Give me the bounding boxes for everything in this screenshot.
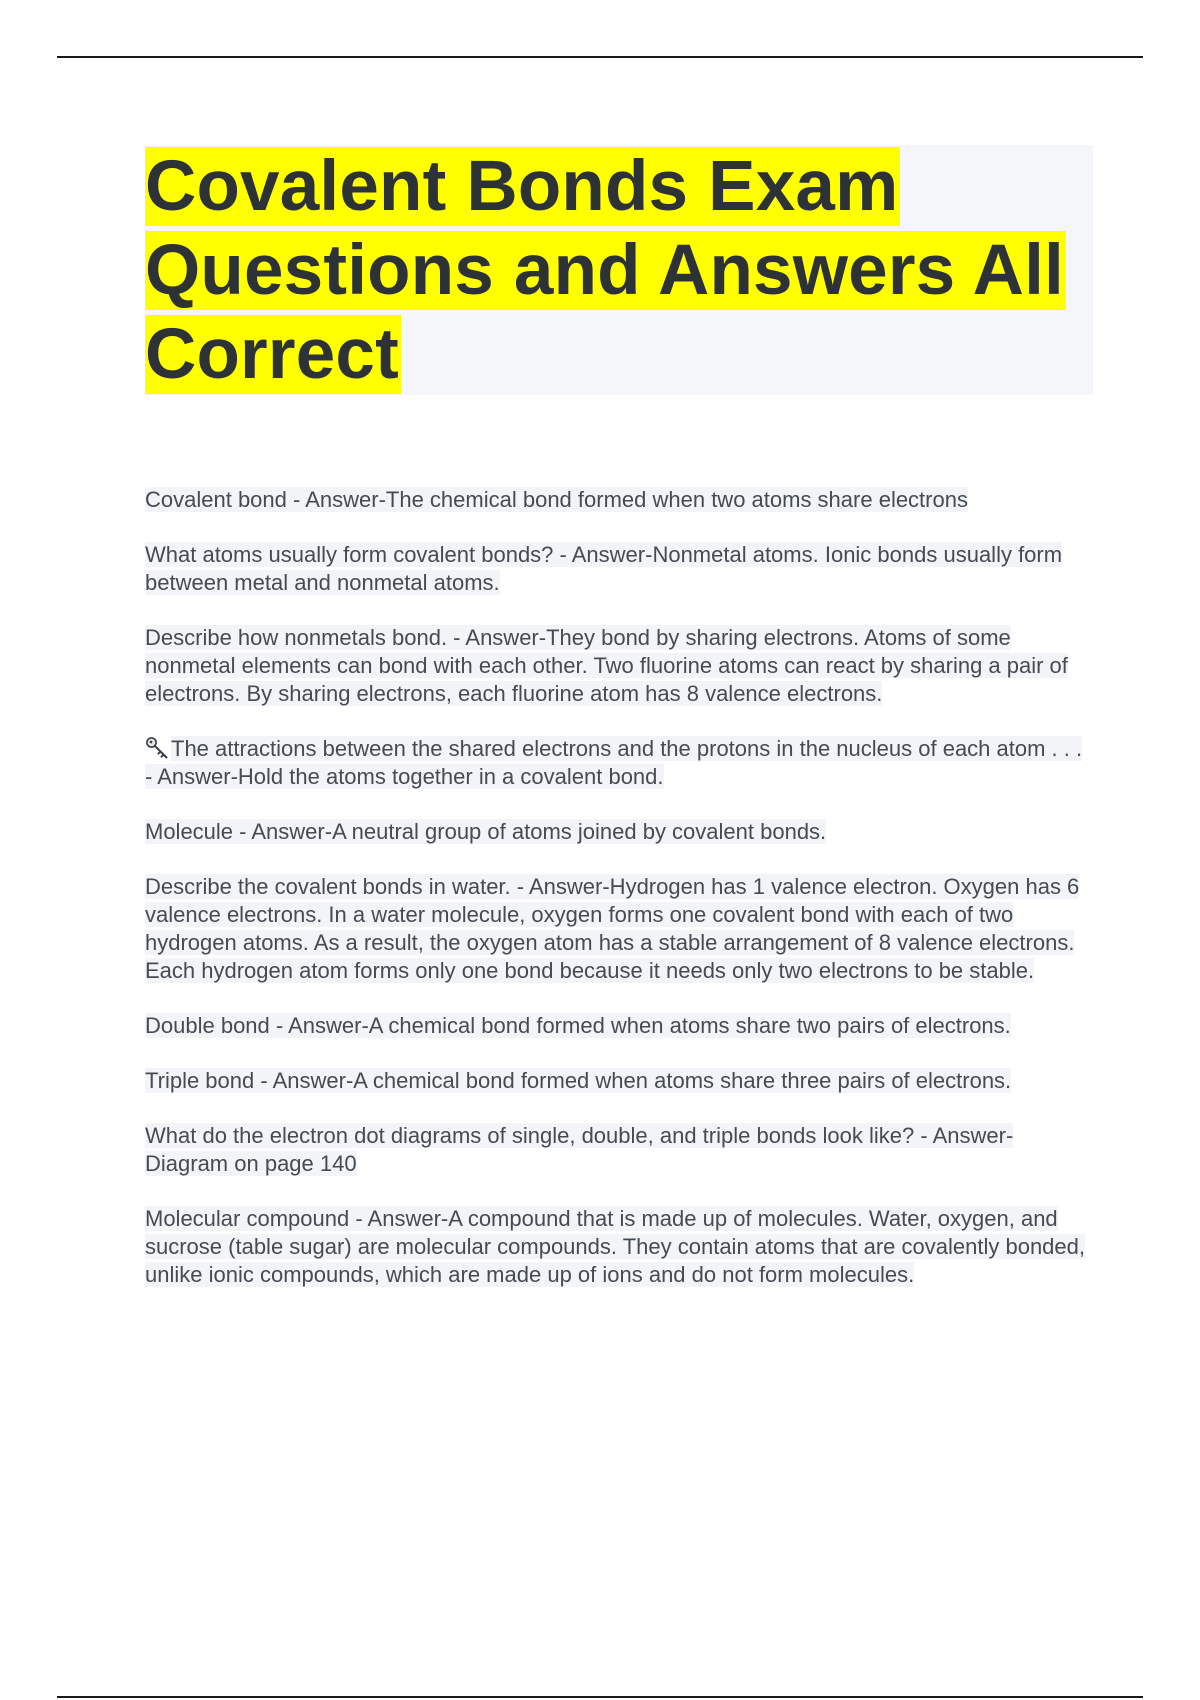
- title-block: [145, 145, 1093, 395]
- qa-item: [145, 818, 1085, 846]
- top-rule: [57, 56, 1143, 58]
- qa-item: [145, 541, 1085, 597]
- qa-text: Triple bond - Answer-A chemical bond formed when atoms share three pairs of electrons.: [145, 1068, 1012, 1093]
- qa-text: What do the electron dot diagrams of single, double, and triple bonds look like? - Answer-Diagram on page 140: [145, 1123, 1014, 1176]
- qa-text: Describe how nonmetals bond. - Answer-They bond by sharing electrons. Atoms of some nonmetal elements can bond with each other. Two fluorine atoms can react by sharing a pair of electrons. By sharing electrons, each fluorine atom has 8 valence electrons.: [145, 625, 1068, 706]
- title-line-2: Questions and Answers All: [145, 231, 1064, 310]
- qa-item: [145, 1205, 1085, 1289]
- qa-item: [145, 735, 1085, 791]
- qa-text: Molecule - Answer-A neutral group of atoms joined by covalent bonds.: [145, 819, 827, 844]
- qa-text: Molecular compound - Answer-A compound that is made up of molecules. Water, oxygen, and sucrose (table sugar) are molecular compounds. They contain atoms that are covalently bonded, unlike ionic compounds, which are made up of ions and do not form molecules.: [145, 1206, 1085, 1287]
- qa-text: Double bond - Answer-A chemical bond formed when atoms share two pairs of electrons.: [145, 1013, 1011, 1038]
- qa-item: [145, 1067, 1085, 1095]
- qa-list: [145, 486, 1085, 1316]
- bottom-rule: [57, 1696, 1143, 1698]
- key-icon: [145, 736, 169, 760]
- title-line-3: Correct: [145, 315, 399, 394]
- qa-item: [145, 1122, 1085, 1178]
- qa-item: [145, 1012, 1085, 1040]
- qa-text: Describe the covalent bonds in water. - Answer-Hydrogen has 1 valence electron. Oxygen has 6 valence electrons. In a water molecule, oxygen forms one covalent bond with each of two hydrogen atoms. As a result, the oxygen atom has a stable arrangement of 8 valence electrons. Each hydrogen atom forms only one bond because it needs only two electrons to be stable.: [145, 874, 1080, 983]
- qa-item: [145, 624, 1085, 708]
- page-title: [145, 145, 1093, 397]
- title-line-1: Covalent Bonds Exam: [145, 147, 899, 226]
- qa-item: [145, 873, 1085, 985]
- qa-text: What atoms usually form covalent bonds? - Answer-Nonmetal atoms. Ionic bonds usually form between metal and nonmetal atoms.: [145, 542, 1063, 595]
- qa-text: The attractions between the shared electrons and the protons in the nucleus of each atom . . . - Answer-Hold the atoms together in a covalent bond.: [145, 736, 1083, 789]
- qa-item: [145, 486, 1085, 514]
- qa-text: Covalent bond - Answer-The chemical bond formed when two atoms share electrons: [145, 487, 968, 512]
